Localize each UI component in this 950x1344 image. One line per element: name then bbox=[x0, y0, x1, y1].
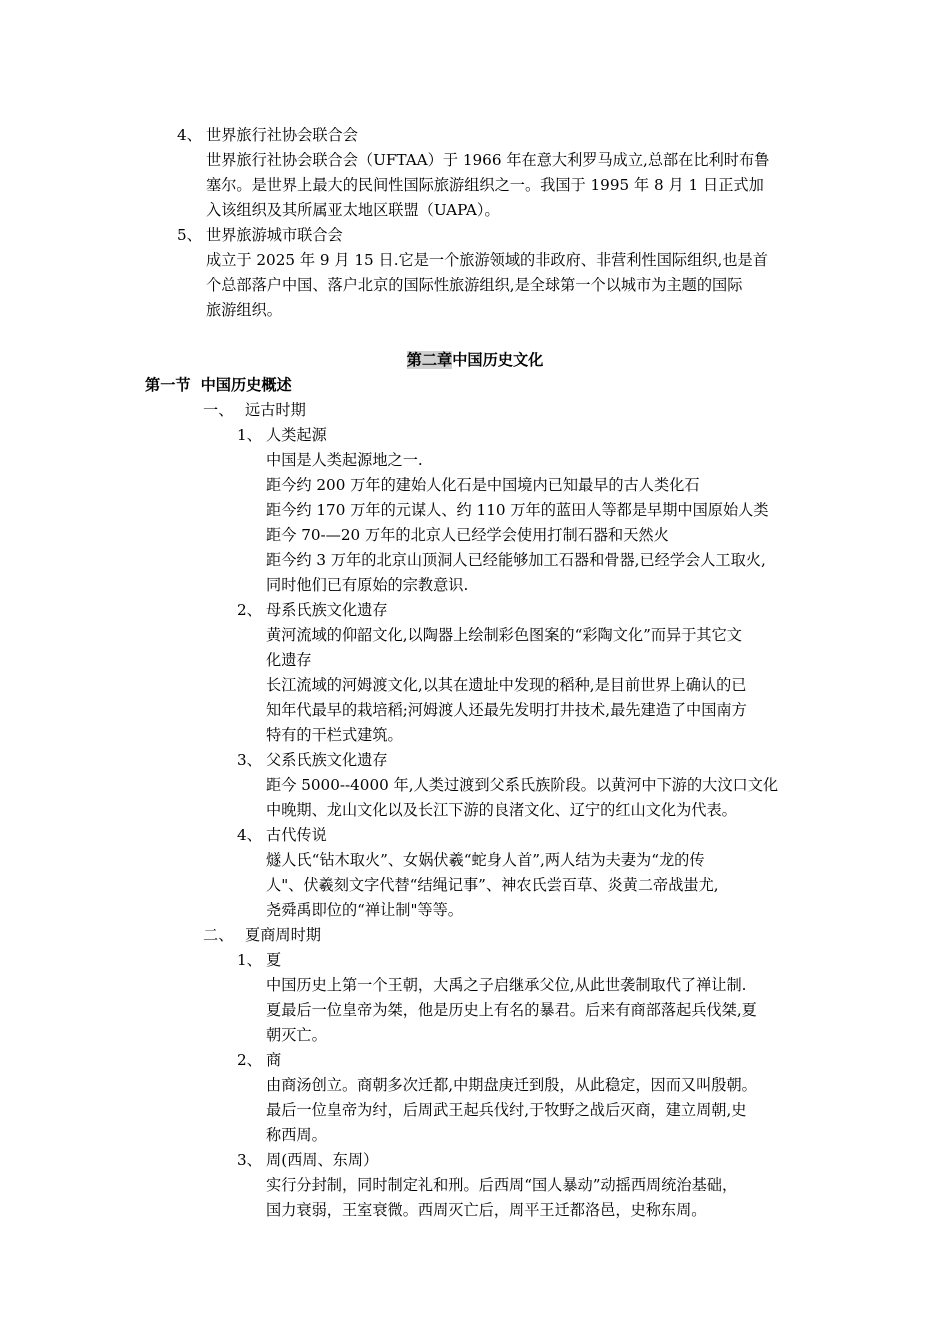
paragraph-line: 距今 70-—20 万年的北京人已经学会使用打制石器和天然火 bbox=[266, 526, 669, 544]
paragraph-line: 长江流域的河姆渡文化,以其在遗址中发现的稻种,是目前世界上确认的已 bbox=[266, 676, 747, 694]
paragraph-line: 人"、伏羲刻文字代替“结绳记事”、神农氏尝百草、炎黄二帝战蚩尤, bbox=[266, 876, 719, 894]
list-number: 1、 bbox=[237, 951, 262, 969]
list-item-title: 人类起源 bbox=[266, 426, 327, 444]
paragraph-line: 最后一位皇帝为纣，后周武王起兵伐纣,于牧野之战后灭商，建立周朝,史 bbox=[266, 1101, 747, 1119]
paragraph-line: 距今约 200 万年的建始人化石是中国境内已知最早的古人类化石 bbox=[266, 476, 700, 494]
paragraph-line: 入该组织及其所属亚太地区联盟（UAPA）。 bbox=[206, 201, 500, 219]
outline-number: 二、 bbox=[203, 926, 234, 944]
list-item-title: 父系氏族文化遗存 bbox=[266, 751, 388, 769]
paragraph-line: 中国是人类起源地之一. bbox=[266, 451, 423, 469]
paragraph-line: 世界旅行社协会联合会（UFTAA）于 1966 年在意大利罗马成立,总部在比利时布鲁 bbox=[206, 151, 770, 169]
list-number: 3、 bbox=[237, 1151, 262, 1169]
paragraph-line: 旅游组织。 bbox=[206, 301, 282, 319]
paragraph-line: 朝灭亡。 bbox=[266, 1026, 327, 1044]
paragraph-line: 知年代最早的栽培稻;河姆渡人还最先发明打井技术,最先建造了中国南方 bbox=[266, 701, 747, 719]
list-item-title: 母系氏族文化遗存 bbox=[266, 601, 388, 619]
paragraph-line: 个总部落户中国、落户北京的国际性旅游组织,是全球第一个以城市为主题的国际 bbox=[206, 276, 743, 294]
list-number: 5、 bbox=[177, 226, 202, 244]
section-title: 中国历史概述 bbox=[200, 376, 292, 394]
section-label: 第一节 bbox=[145, 376, 191, 394]
list-item-title: 古代传说 bbox=[266, 826, 327, 844]
paragraph-line: 塞尔。是世界上最大的民间性国际旅游组织之一。我国于 1995 年 8 月 1 日正式加 bbox=[206, 176, 764, 194]
paragraph-line: 中晚期、龙山文化以及长江下游的良渚文化、辽宁的红山文化为代表。 bbox=[266, 801, 737, 819]
list-number: 2、 bbox=[237, 1051, 262, 1069]
chapter-number-highlight: 第二章 bbox=[406, 351, 453, 369]
paragraph-line: 成立于 2025 年 9 月 15 日.它是一个旅游领域的非政府、非营利性国际组织,也是首 bbox=[206, 251, 768, 269]
paragraph-line: 实行分封制，同时制定礼和刑。后西周“国人暴动”动摇西周统治基础， bbox=[266, 1176, 738, 1194]
paragraph-line: 燧人氏“钻木取火”、女娲伏羲“蛇身人首”,两人结为夫妻为“龙的传 bbox=[266, 851, 705, 869]
list-number: 4、 bbox=[177, 126, 202, 144]
paragraph-line: 化遗存 bbox=[266, 651, 312, 669]
list-item-title: 世界旅行社协会联合会 bbox=[206, 126, 358, 144]
paragraph-line: 尧舜禹即位的“禅让制"等等。 bbox=[266, 901, 463, 919]
section-heading bbox=[145, 373, 292, 398]
paragraph-line: 距今约 170 万年的元谋人、约 110 万年的蓝田人等都是早期中国原始人类 bbox=[266, 501, 769, 519]
paragraph-line: 同时他们已有原始的宗教意识. bbox=[266, 576, 469, 594]
list-number: 1、 bbox=[237, 426, 262, 444]
list-number: 2、 bbox=[237, 601, 262, 619]
outline-heading: 远古时期 bbox=[245, 401, 306, 419]
paragraph-line: 特有的干栏式建筑。 bbox=[266, 726, 403, 744]
outline-number: 一、 bbox=[203, 401, 234, 419]
paragraph-line: 距今 5000--4000 年,人类过渡到父系氏族阶段。以黄河中下游的大汶口文化 bbox=[266, 776, 779, 794]
paragraph-line: 称西周。 bbox=[266, 1126, 327, 1144]
chapter-title: 中国历史文化 bbox=[452, 351, 544, 369]
paragraph-line: 由商汤创立。商朝多次迁都,中期盘庚迁到殷，从此稳定，因而又叫殷朝。 bbox=[266, 1076, 757, 1094]
list-number: 3、 bbox=[237, 751, 262, 769]
paragraph-line: 中国历史上第一个王朝，大禹之子启继承父位,从此世袭制取代了禅让制. bbox=[266, 976, 747, 994]
paragraph-line: 国力衰弱，王室衰微。西周灭亡后，周平王迁都洛邑，史称东周。 bbox=[266, 1201, 707, 1219]
paragraph-line: 夏最后一位皇帝为桀，他是历史上有名的暴君。后来有商部落起兵伐桀,夏 bbox=[266, 1001, 757, 1019]
list-item-title: 世界旅游城市联合会 bbox=[206, 226, 343, 244]
list-number: 4、 bbox=[237, 826, 262, 844]
paragraph-line: 黄河流域的仰韶文化,以陶器上绘制彩色图案的“彩陶文化”而异于其它文 bbox=[266, 626, 742, 644]
outline-heading: 夏商周时期 bbox=[245, 926, 321, 944]
list-item-title: 夏 bbox=[266, 951, 282, 969]
chapter-heading bbox=[0, 348, 950, 373]
list-item-title: 周(西周、东周） bbox=[266, 1151, 379, 1169]
list-item-title: 商 bbox=[266, 1051, 282, 1069]
paragraph-line: 距今约 3 万年的北京山顶洞人已经能够加工石器和骨器,已经学会人工取火, bbox=[266, 551, 766, 569]
